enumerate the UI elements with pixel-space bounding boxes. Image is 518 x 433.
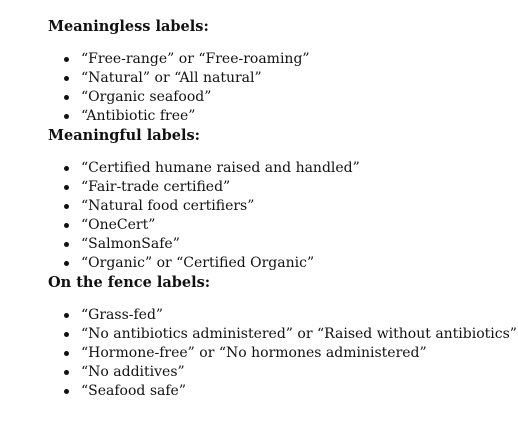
list-item: “OneCert”: [64, 216, 508, 235]
list-item: “Seafood safe”: [64, 382, 508, 401]
list-item: “Hormone-free” or “No hormones administered”: [64, 344, 508, 363]
list-item: “No additives”: [64, 363, 508, 382]
list-item: “Grass-fed”: [64, 306, 508, 325]
list-item: “Organic” or “Certified Organic”: [64, 254, 508, 273]
list-item: “Certified humane raised and handled”: [64, 159, 508, 178]
list-item: “Free-range” or “Free-roaming”: [64, 50, 508, 69]
label-list: [48, 306, 517, 401]
section-meaningless: [48, 17, 508, 126]
list-item: “Antibiotic free”: [64, 107, 508, 126]
section-heading: Meaningless labels:: [48, 18, 209, 35]
list-item: “Natural” or “All natural”: [64, 69, 508, 88]
section-on-the-fence: [48, 273, 517, 401]
list-item: “Fair-trade certified”: [64, 178, 508, 197]
label-list: [48, 50, 508, 126]
label-list: [48, 159, 508, 273]
document-body: [48, 17, 517, 401]
section-heading: Meaningful labels:: [48, 127, 201, 144]
section-meaningful: [48, 126, 508, 273]
list-item: “SalmonSafe”: [64, 235, 508, 254]
list-item: “Organic seafood”: [64, 88, 508, 107]
section-heading: On the fence labels:: [48, 274, 211, 291]
list-item: “No antibiotics administered” or “Raised without antibiotics”: [64, 325, 508, 344]
list-item: “Natural food certifiers”: [64, 197, 508, 216]
